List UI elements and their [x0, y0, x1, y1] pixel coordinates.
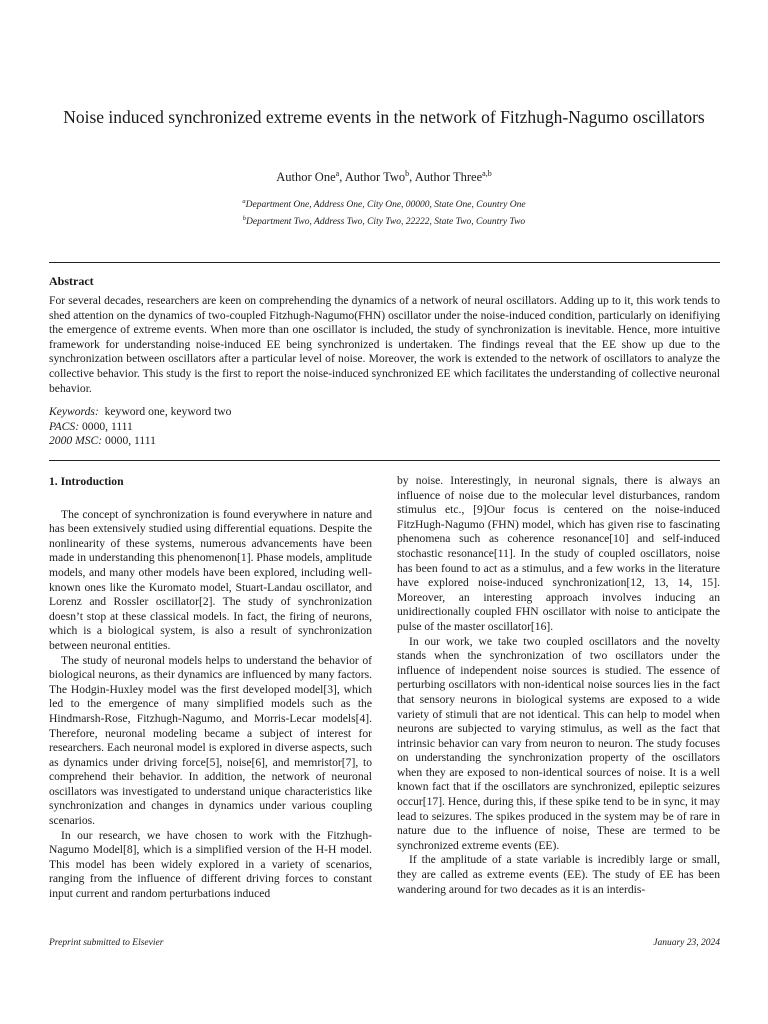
abstract-body: For several decades, researchers are keen on comprehending the dynamics of a network of neural oscillators. Adding up to it, this work tends to shed attention on the dynamics of two-coupled Fitzhugh-Nagumo(FHN) oscillator under the noise-induced condition, particularly on idenifiying the emergence of extreme events. When more than one oscillator is included, the study of synchronization is inevitable. Hence, more intuitive framework for understanding noise-induced EE being synchronized is undertaken. The findings reveal that the EE show up due to the synchronization between oscillators after a particular level of noise. Moreover, the work is extended to the network of oscillators to analyze the collective behavior. This study is the first to report the noise-induced synchronized EE which facilitates the understanding of collective neuronal behavior. — [49, 294, 720, 395]
paragraph: In our work, we take two coupled oscillators and the novelty stands when the synchronization of two oscillators under the influence of independent noise sources is studied. The essence of perturbing oscillators with non-identical noise sources lies in the fact that sensory neurons in biological systems are exposed to a wide variety of stimuli that are not identical. This can help to model when neurons are subjected to varying stimulus, as well as the fact that intrinsic behavior can vary from neuron to neuron. The study focuses on understanding the synchronization property of the oscillators when they are exposed to non-identical sources of noise. It is a well known fact that if the oscillators are synchronized, epileptic seizures occur[17]. Hence, during this, if these spike tend to be in sync, it may lead to seizures. The spikes produced in the system may be of rare in nature due to the influence of noise, These are termed to be synchronized extreme events (EE). — [397, 634, 720, 852]
affil-mark: a — [242, 198, 246, 205]
affil-text: Department Two, Address Two, City Two, 22222, State Two, Country Two — [246, 217, 526, 228]
author-list: Author One$^a$, Author Two$^b$, Author Three$^{a,b}$ — [276, 169, 492, 185]
abstract-top-rule — [49, 262, 720, 263]
section-heading: 1. Introduction — [49, 475, 124, 488]
affil-text: Department One, Address One, City One, 00000, State One, Country One — [245, 200, 526, 211]
abstract-bottom-rule — [49, 460, 720, 461]
keywords-line — [49, 405, 231, 420]
paragraph: If the amplitude of a state variable is incredibly large or small, they are called as extreme events (EE). The study of EE has been wandering around for two decades as it is an interdis- — [397, 853, 720, 896]
msc-value: 0000, 1111 — [105, 434, 156, 448]
pacs-value: 0000, 1111 — [81, 419, 133, 433]
affiliation-list — [0, 195, 768, 229]
abstract-heading: Abstract — [49, 274, 94, 288]
affil-mark: b — [242, 215, 247, 223]
left-column — [49, 475, 372, 902]
paragraph: In our research, we have chosen to work with the Fitzhugh-Nagumo Model[8], which is a simplified version of the H-H model. This model has been widely explored in a variety of scenarios, ranging from the influence of different driving forces to constant input current and random perturbations induced — [49, 828, 372, 901]
footer-date: January 23, 2024 — [653, 938, 720, 948]
pacs-label: PACS: — [49, 419, 80, 433]
author-affil-mark: b — [405, 169, 410, 178]
keywords-value: keyword one, keyword two — [104, 405, 232, 418]
msc-label: 2000 MSC: — [49, 434, 103, 448]
msc-line — [49, 434, 231, 449]
paragraph: The study of neuronal models helps to understand the behavior of biological neurons, as their dynamics are influenced by many factors. The Hodgin-Huxley model was the first developed model[3], which led to the emergence of many simplified models such as the Hindmarsh-Rose, Fitzhugh-Nagumo, and Morris-Lecar models[4]. Therefore, neuronal modeling became a subject of interest for researchers. Each neuronal model is explored in diverse aspects, such as dynamics under driving force[5], noise[6], and memristor[7], to comprehend their behavior. In addition, the network of neuronal oscillators was investigated to understand unique characteristics like synchronization and changes in dynamics under various coupling scenarios. — [49, 653, 372, 828]
paragraph: The concept of synchronization is found everywhere in nature and has been extensively studied using differential equations. Despite the nonlinearity of these systems, numerous advancements have been made in understanding this phenomenon[1]. Phase models, amplitude models, and many other models have been explored, including well-known ones like the Kuromato model, Stuart-Landau oscillator, and Lorenz and Rossler oscillator[2]. The study of synchronization doesn’t stop at these classical models. In fact, the firing of neurons, which is a biological system, is also a result of synchronization between neuronal entities. — [49, 507, 372, 652]
affiliation — [0, 212, 768, 229]
author-name: Author One — [276, 170, 336, 185]
paper-title: Noise induced synchronized extreme events in the network of Fitzhugh-Nagumo oscillators — [63, 107, 705, 127]
pacs-line — [49, 420, 231, 435]
right-column — [397, 474, 720, 897]
author-name: Author Three — [414, 170, 483, 185]
paragraph: by noise. Interestingly, in neuronal signals, there is always an influence of noise due to the molecular level disturbances, random stimulus etc., [9]Our focus is centered on the noise-induced FitzHugh-Nagumo (FHN) model, which has given rise to fascinating phenomena such as coherence resonance[10] and self-induced stochastic resonance[11]. In the study of coupled oscillators, noise has been found to act as a stimulus, and a few works in the literature have explored noise-induced synchronization[12, 13, 14, 15]. Moreover, an interesting approach involves inducing an unidirectionally coupled FHN oscillator with noise to anticipate the pulse of the master oscillator[16]. — [397, 474, 720, 633]
author-affil-mark: a,b — [482, 169, 492, 178]
affiliation — [0, 195, 768, 212]
author-affil-mark: a — [335, 169, 340, 178]
footer-preprint: Preprint submitted to Elsevier — [49, 938, 164, 948]
keywords-block — [49, 405, 231, 449]
author-name: Author Two — [344, 170, 406, 185]
keywords-label: Keywords: — [49, 405, 99, 418]
